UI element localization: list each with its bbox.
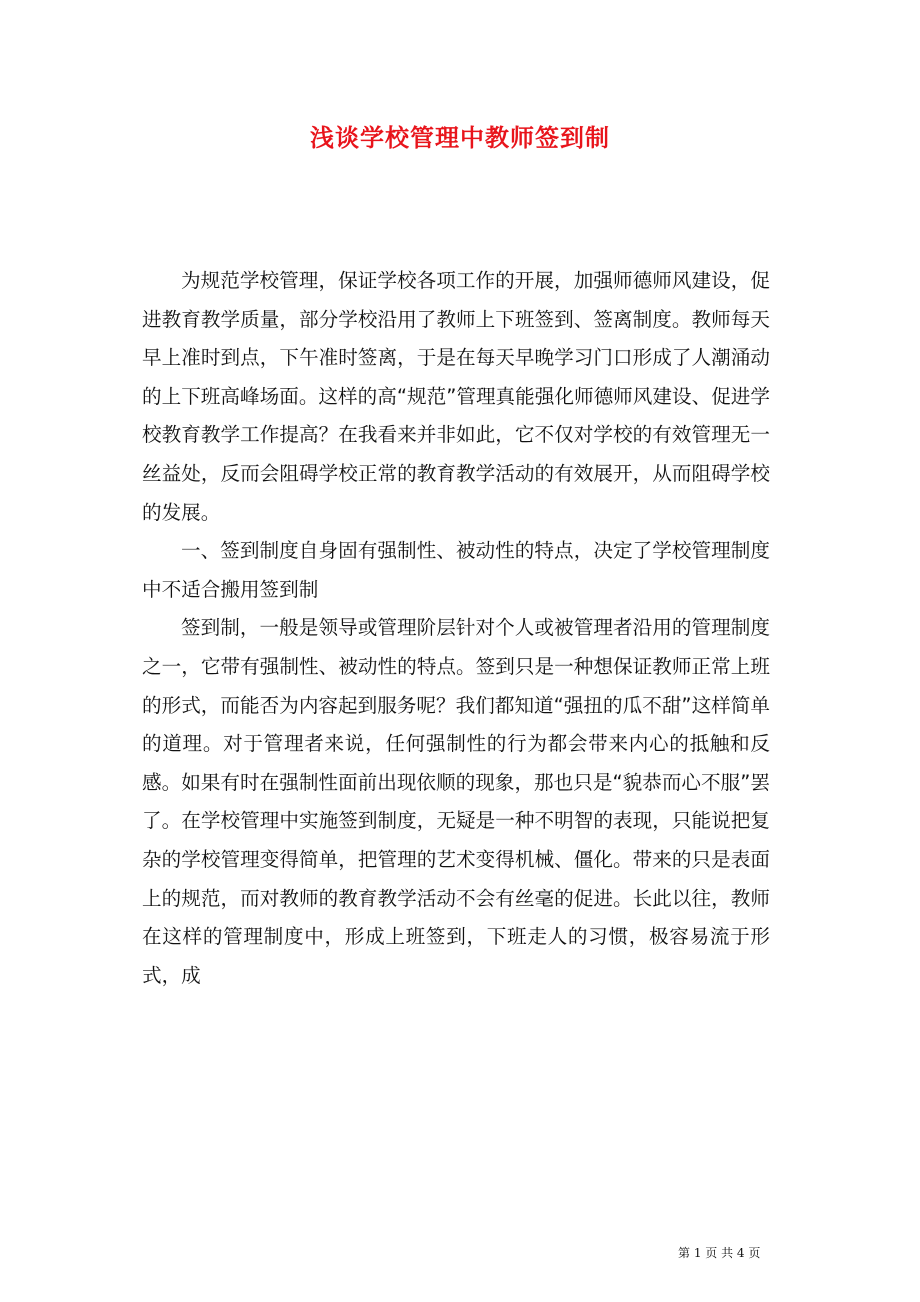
paragraph-section-heading: 一、签到制度自身固有强制性、被动性的特点，决定了学校管理制度中不适合搬用签到制 xyxy=(142,539,770,601)
paragraph-intro: 为规范学校管理，保证学校各项工作的开展，加强师德师风建设，促进教育教学质量，部分学校沿用了教师上下班签到、签离制度。教师每天早上准时到点，下午准时签离，于是在每天早晚学习门口形成了人潮涌动的上下班高峰场面。这样的高“规范”管理真能强化师德师风建设、促进学校教育教学工作提高？在我看来并非如此，它不仅对学校的有效管理无一丝益处，反而会阻碍学校正常的教育教学活动的有效展开，从而阻碍学校的发展。 xyxy=(142,269,770,524)
document-title: 浅谈学校管理中教师签到制 xyxy=(310,123,610,152)
paragraph-signin-discussion: 签到制，一般是领导或管理阶层针对个人或被管理者沿用的管理制度之一，它带有强制性、被动性的特点。签到只是一种想保证教师正常上班的形式，而能否为内容起到服务呢？我们都知道“强扭的瓜不甜”这样简单的道理。对于管理者来说，任何强制性的行为都会带来内心的抵触和反感。如果有时在强制性面前出现依顺的现象，那也只是“貌恭而心不服”罢了。在学校管理中实施签到制度，无疑是一种不明智的表现，只能说把复杂的学校管理变得简单，把管理的艺术变得机械、僵化。带来的只是表面上的规范，而对教师的教育教学活动不会有丝毫的促进。长此以往，教师在这样的管理制度中，形成上班签到，下班走人的习惯，极容易流于形式，成 xyxy=(142,616,770,987)
document-body xyxy=(142,262,770,995)
page-number-footer: 第 1 页 共 4 页 xyxy=(678,1246,761,1260)
